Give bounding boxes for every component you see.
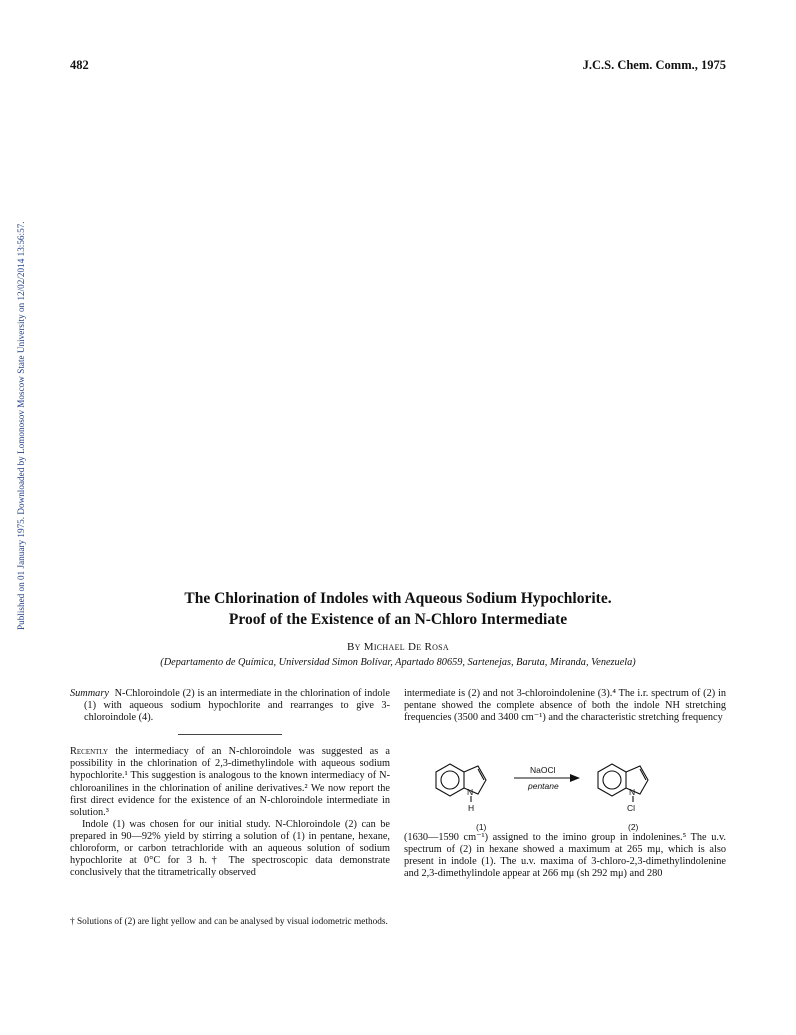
summary — [70, 688, 390, 724]
compound-1-label: (1) — [476, 822, 487, 832]
reaction-arrow-head — [570, 774, 580, 782]
compound-2-label: (2) — [628, 822, 639, 832]
indole-2-aromatic-circle — [603, 771, 621, 789]
body-paragraph-4: (1630—1590 cm⁻¹) assigned to the imino group in indolenines.⁵ The u.v. spectrum of (2) in hexane showed a maximum at 265 mμ, which is also present in indole (1). The u.v. maxima of 3-chloro-2,3-dimethylindolenine and 2,3-dimethylindole appear at 266 mμ (sh 292 mμ) and 280 — [404, 832, 726, 880]
footnote: † Solutions of (2) are light yellow and can be analysed by visual iodometric methods. — [70, 917, 388, 927]
affiliation: (Departamento de Química, Universidad Simon Bolívar, Apartado 80659, Sartenejas, Baruta, Miranda, Venezuela) — [160, 657, 636, 668]
solvent-label: pentane — [528, 781, 559, 791]
article-title — [0, 588, 796, 630]
side-banner-text: Published on 01 January 1975. Downloaded by Lomonosov Moscow State University on 12/02/2014 13:56:57. — [16, 221, 26, 630]
summary-label: Summary — [70, 688, 109, 699]
summary-divider — [178, 734, 282, 735]
indole-2-benzene-ring — [598, 764, 626, 796]
column-left — [70, 688, 390, 879]
indole-1-h-label: H — [468, 803, 475, 813]
body-paragraph-3: intermediate is (2) and not 3-chloroindolenine (3).⁴ The i.r. spectrum of (2) in pentane showed the complete absence of both the indole NH stretching frequencies (3500 and 3400 cm⁻¹) and the characteristic stretching frequency — [404, 688, 726, 724]
indole-2-cl-label: Cl — [627, 803, 636, 813]
reaction-scheme — [420, 756, 710, 832]
reagent-label: NaOCl — [530, 765, 556, 775]
column-right-bottom — [404, 832, 726, 880]
page-number: 482 — [70, 58, 89, 72]
byline: By Michael De Rosa — [346, 641, 450, 653]
summary-text: N-Chloroindole (2) is an intermediate in the chlorination of indole (1) with aqueous sodium hypochlorite and rearranges to give 3-chloroindole (4). — [84, 688, 390, 724]
para1-text: the intermediacy of an N-chloroindole was suggested as a possibility in the chlorination of 2,3-dimethylindole with aqueous sodium hypochlorite.¹ This suggestion is analogous to the known intermediacy of N-chloroanilines in the chlorination of aniline derivatives.² We now report the first direct evidence for the existence of an N-chloroindole intermediate in solution.³ — [70, 746, 390, 818]
journal-running-head: J.C.S. Chem. Comm., 1975 — [582, 58, 726, 72]
indole-1-benzene-ring — [436, 764, 464, 796]
body-paragraph-2: Indole (1) was chosen for our initial study. N-Chloroindole (2) can be prepared in 90—92% yield by stirring a solution of (1) in pentane, hexane, chloroform, or carbon tetrachloride with an aqueous solution of sodium hypochlorite at 0°C for 3 h.† The spectroscopic data demonstrate conclusively that the titrametrically observed — [70, 818, 390, 879]
title-line-2: Proof of the Existence of an N-Chloro Intermediate — [228, 611, 568, 628]
indole-1-aromatic-circle — [441, 771, 459, 789]
column-right-top — [404, 688, 726, 724]
indole-1-n-label: N — [467, 787, 474, 797]
indole-2-n-label: N — [629, 787, 636, 797]
lead-word: Recently — [70, 746, 109, 758]
body-paragraph-1 — [70, 746, 390, 819]
title-line-1: The Chlorination of Indoles with Aqueous Sodium Hypochlorite. — [184, 590, 612, 607]
side-banner — [0, 160, 26, 630]
